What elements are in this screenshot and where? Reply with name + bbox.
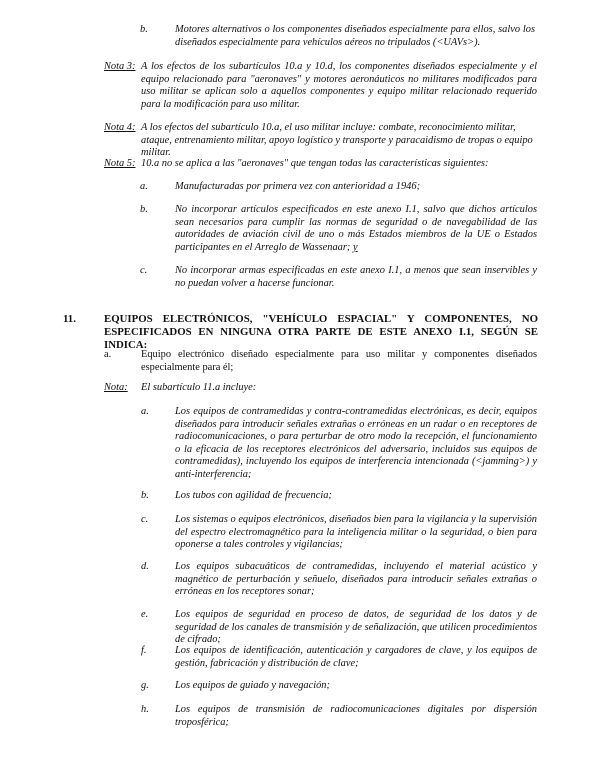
item-label: a. (140, 181, 148, 192)
item-text: Los sistemas o equipos electrónicos, diseñados bien para la vigilancia y la supervisión del espectro electromagnético para la inteligencia militar o la seguridad, o bien para oponerse a tales controles y vigilancias; (175, 514, 537, 551)
item-text: Los equipos de seguridad en proceso de datos, de seguridad de los datos y de seguridad de los canales de transmisión y de señalización, que utilicen procedimientos de cifrado; (175, 609, 537, 646)
item-text: Los tubos con agilidad de frecuencia; (175, 490, 332, 501)
item-text (175, 204, 537, 254)
item-label: c. (141, 514, 149, 525)
item-label: b. (140, 24, 148, 35)
note-text: A los efectos del subartículo 10.a, el uso militar incluye: combate, reconocimiento militar, ataque, entrenamiento militar, apoyo logístico y transporte y paracaidismo de tropas o equipo militar. (141, 122, 533, 159)
item-text: No incorporar armas especificadas en este anexo I.1, a menos que sean inservibles y no puedan volver a hacerse funcionar. (175, 265, 537, 289)
note-text: A los efectos de los subartículos 10.a y 10.d, los componentes diseñados especialmente y el equipo relacionado para "aeronaves" y motores aeronáuticos no militares modificados para uso militar se aplican solo a aquellos componentes y equipo militar relacionado requerido para la modificación para uso militar. (141, 61, 537, 110)
item-text-body: No incorporar artículos especificados en este anexo I.1, salvo que dichos artículos sean necesarios para cumplir las normas de seguridad o de navegabilidad de las autoridades de aviación civil de uno o más Estados miembros de la UE o Estados participantes en el Arreglo de Wassenaar; (175, 204, 537, 253)
item-text: Manufacturadas por primera vez con anterioridad a 1946; (175, 181, 421, 192)
item-label: g. (141, 680, 149, 691)
item-label: d. (141, 561, 149, 572)
item-text: Los equipos de guiado y navegación; (175, 680, 330, 691)
note-text: El subartículo 11.a incluye: (141, 382, 257, 393)
item-label: b. (140, 204, 148, 215)
item-label: b. (141, 490, 149, 501)
item-text: Motores alternativos o los componentes diseñados especialmente para ellos, salvo los diseñados especialmente para vehículos aéreos no tripulados (<UAVs>). (175, 24, 535, 48)
note-text: 10.a no se aplica a las "aeronaves" que tengan todas las características siguientes: (141, 158, 489, 169)
item-label: e. (141, 609, 149, 620)
item-label: f. (141, 645, 147, 656)
section-number: 11. (63, 313, 76, 325)
section-title: EQUIPOS ELECTRÓNICOS, "VEHÍCULO ESPACIAL" Y COMPONENTES, NO ESPECIFICADOS EN NINGUNA OTRA PARTE DE ESTE ANEXO I.1, SEGÚN SE INDICA: (104, 313, 538, 351)
item-text: Los equipos de identificación, autenticación y cargadores de clave, y los equipos de gestión, fabricación y distribución de clave; (175, 645, 537, 669)
note-label: Nota 4: (104, 122, 136, 133)
item-text: Los equipos subacuáticos de contramedidas, incluyendo el material acústico y magnético de perturbación y señuelo, diseñados para introducir señales extrañas o erróneas en los receptores sonar; (175, 561, 537, 598)
note-label: Nota 3: (104, 61, 136, 72)
item-label: c. (140, 265, 148, 276)
item-text: Equipo electrónico diseñado especialmente para uso militar y componentes diseñados especialmente para él; (141, 349, 537, 373)
item-label: a. (141, 406, 149, 417)
item-text: Los equipos de transmisión de radiocomunicaciones digitales por dispersión troposférica; (175, 704, 537, 728)
item-text-suffix: y (352, 241, 358, 253)
item-label: h. (141, 704, 149, 715)
note-label: Nota: (104, 382, 128, 393)
item-label: a. (104, 349, 112, 360)
item-text: Los equipos de contramedidas y contra-contramedidas electrónicas, es decir, equipos diseñados para introducir señales extrañas o erróneas en un radar o en receptores de radiocomunicaciones, o para perturbar de otro modo la recepción, el funcionamiento o la eficacia de los receptores electrónicos del adversario, incluidos sus equipos de contramedidas), incluyendo los equipos de interferencia intencionada (<jamming>) y anti-interferencia; (175, 406, 537, 480)
note-label: Nota 5: (104, 158, 136, 169)
